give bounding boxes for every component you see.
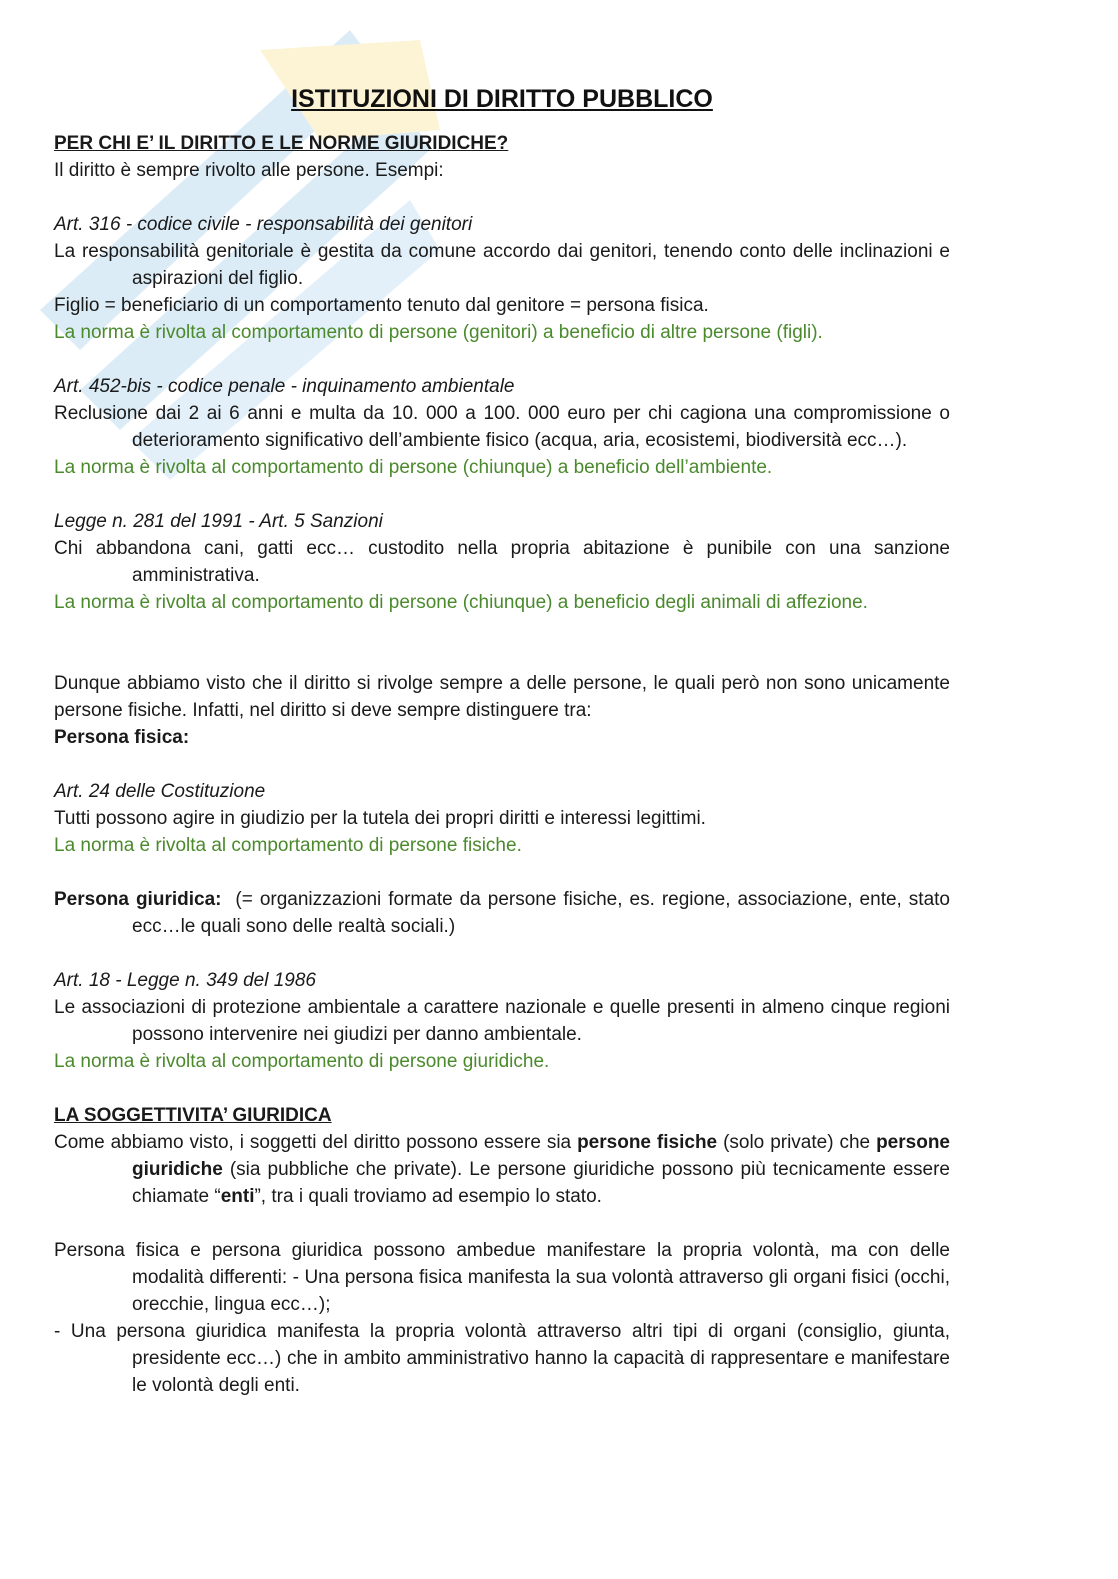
term-persone-giuridiche: persone giuridiche — [132, 1132, 950, 1180]
ex1-reference: Art. 316 - codice civile - responsabilità dei genitori — [54, 214, 473, 235]
p1-part-g: ”, tra i quali troviamo ad esempio lo stato. — [254, 1186, 602, 1207]
ex3-note: La norma è rivolta al comportamento di persone (chiunque) a beneficio degli animali di affezione. — [54, 592, 868, 613]
persona-giuridica-paragraph — [54, 886, 950, 940]
summary-text: Dunque abbiamo visto che il diritto si rivolge sempre a delle persone, le quali però non sono unicamente persone fisiche. Infatti, nel diritto si deve sempre distinguere tra: — [54, 673, 950, 721]
term-enti: enti — [220, 1186, 255, 1207]
page-title: ISTITUZIONI DI DIRITTO PUBBLICO — [291, 85, 713, 113]
term-persone-fisiche: persone fisiche — [577, 1132, 718, 1153]
p1-part-c: (solo private) che — [717, 1132, 877, 1153]
ex1-note: La norma è rivolta al comportamento di persone (genitori) a beneficio di altre persone (figli). — [54, 322, 823, 343]
soggettivita-paragraph-2: Persona fisica e persona giuridica possono ambedue manifestare la propria volontà, ma con delle modalità differenti: - Una persona fisica manifesta la sua volontà attraverso gli organi fisici (occhi, orecchie, lingua ecc…); — [54, 1240, 950, 1315]
p1-part-e: (sia pubbliche che private). Le persone giuridiche possono più tecnicamente essere chiamate “ — [132, 1159, 950, 1207]
ex2-text: Reclusione dai 2 ai 6 anni e multa da 10. 000 a 100. 000 euro per chi cagiona una compromissione o deterioramento significativo dell’ambiente fisico (acqua, aria, ecosistemi, biodiversità ecc…). — [54, 403, 950, 451]
p1-part-a: Come abbiamo visto, i soggetti del diritto possono essere sia — [54, 1132, 578, 1153]
persona-fisica-label: Persona fisica: — [54, 727, 190, 748]
ex5-note: La norma è rivolta al comportamento di persone giuridiche. — [54, 1051, 550, 1072]
ex5-text: Le associazioni di protezione ambientale a carattere nazionale e quelle presenti in almeno cinque regioni possono intervenire nei giudizi per danno ambientale. — [54, 997, 950, 1045]
ex1-text2: Figlio = beneficiario di un comportamento tenuto dal genitore = persona fisica. — [54, 295, 709, 316]
ex5-reference: Art. 18 - Legge n. 349 del 1986 — [54, 970, 316, 991]
soggettivita-paragraph-1 — [54, 1129, 950, 1210]
persona-giuridica-label: Persona giuridica: — [54, 889, 222, 910]
ex4-note: La norma è rivolta al comportamento di persone fisiche. — [54, 835, 522, 856]
intro-text: Il diritto è sempre rivolto alle persone. Esempi: — [54, 160, 444, 181]
section-heading-soggettivita: LA SOGGETTIVITA’ GIURIDICA — [54, 1105, 332, 1126]
soggettivita-paragraph-3: - Una persona giuridica manifesta la propria volontà attraverso altri tipi di organi (consiglio, giunta, presidente ecc…) che in ambito amministrativo hanno la capacità di rappresentare e manifestare le volontà degli enti. — [54, 1321, 950, 1396]
ex3-text: Chi abbandona cani, gatti ecc… custodito nella propria abitazione è punibile con una sanzione amministrativa. — [54, 538, 950, 586]
persona-giuridica-text: (= organizzazioni formate da persone fisiche, es. regione, associazione, ente, stato ecc…le quali sono delle realtà sociali.) — [132, 889, 950, 937]
ex1-text: La responsabilità genitoriale è gestita da comune accordo dai genitori, tenendo conto delle inclinazioni e aspirazioni del figlio. — [54, 241, 950, 289]
ex4-reference: Art. 24 delle Costituzione — [54, 781, 266, 802]
section-heading-diritto: PER CHI E’ IL DIRITTO E LE NORME GIURIDICHE? — [54, 133, 509, 154]
ex3-reference: Legge n. 281 del 1991 - Art. 5 Sanzioni — [54, 511, 383, 532]
ex2-note: La norma è rivolta al comportamento di persone (chiunque) a beneficio dell’ambiente. — [54, 457, 773, 478]
ex2-reference: Art. 452-bis - codice penale - inquinamento ambientale — [54, 376, 515, 397]
ex4-text: Tutti possono agire in giudizio per la tutela dei propri diritti e interessi legittimi. — [54, 808, 706, 829]
document-page — [54, 82, 950, 1399]
